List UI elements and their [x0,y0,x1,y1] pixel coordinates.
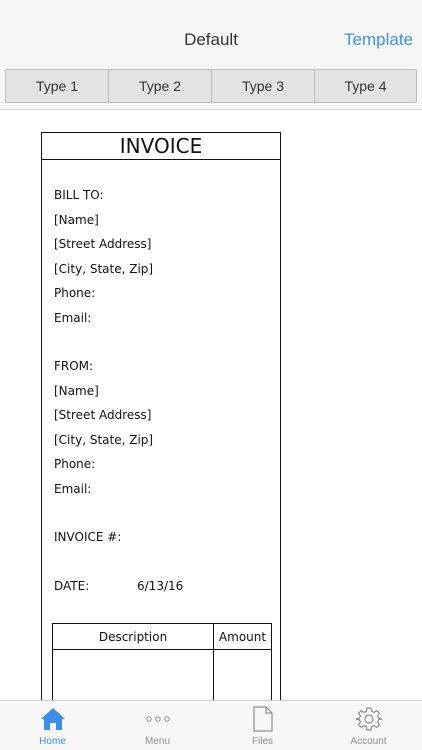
type-1-button[interactable]: Type 1 [5,69,109,103]
tab-account-label: Account [350,736,387,747]
gear-icon [316,705,421,733]
tab-home[interactable] [0,701,105,750]
bill-to-heading: BILL TO: [54,188,104,202]
nav-title: Default [184,30,238,49]
bill-to-name: [Name] [54,213,99,227]
from-phone: Phone: [54,457,96,471]
template-button[interactable]: Template [344,30,413,49]
invoice-number-label: INVOICE #: [54,530,122,544]
type-4-button[interactable]: Type 4 [314,69,417,103]
tab-account[interactable] [316,701,421,750]
document-icon [210,705,315,733]
type-3-button[interactable]: Type 3 [211,69,315,103]
from-city: [City, State, Zip] [54,433,154,447]
bill-to-phone: Phone: [54,286,96,300]
date-value: 6/13/16 [137,579,184,593]
type-2-button[interactable]: Type 2 [108,69,212,103]
tab-files-label: Files [251,736,274,747]
items-table [52,623,272,710]
more-dots-icon [105,705,210,733]
from-heading: FROM: [54,359,94,373]
tab-files[interactable] [210,701,315,750]
date-row [54,579,184,593]
invoice-title: INVOICE [42,133,280,160]
bill-to-street: [Street Address] [54,237,152,251]
invoice-preview[interactable] [41,132,281,712]
description-column-header: Description [53,624,214,650]
tab-bar [0,700,422,750]
bill-to-email: Email: [54,311,92,325]
from-name: [Name] [54,384,99,398]
from-email: Email: [54,482,92,496]
home-icon [0,705,105,733]
tab-home-label: Home [39,736,66,747]
bill-to-city: [City, State, Zip] [54,262,154,276]
tab-menu[interactable] [105,701,210,750]
amount-column-header: Amount [214,624,272,650]
navigation-bar [0,0,422,62]
type-selector [0,62,422,110]
date-label: DATE: [54,579,90,593]
tab-menu-label: Menu [144,736,170,747]
from-street: [Street Address] [54,408,152,422]
